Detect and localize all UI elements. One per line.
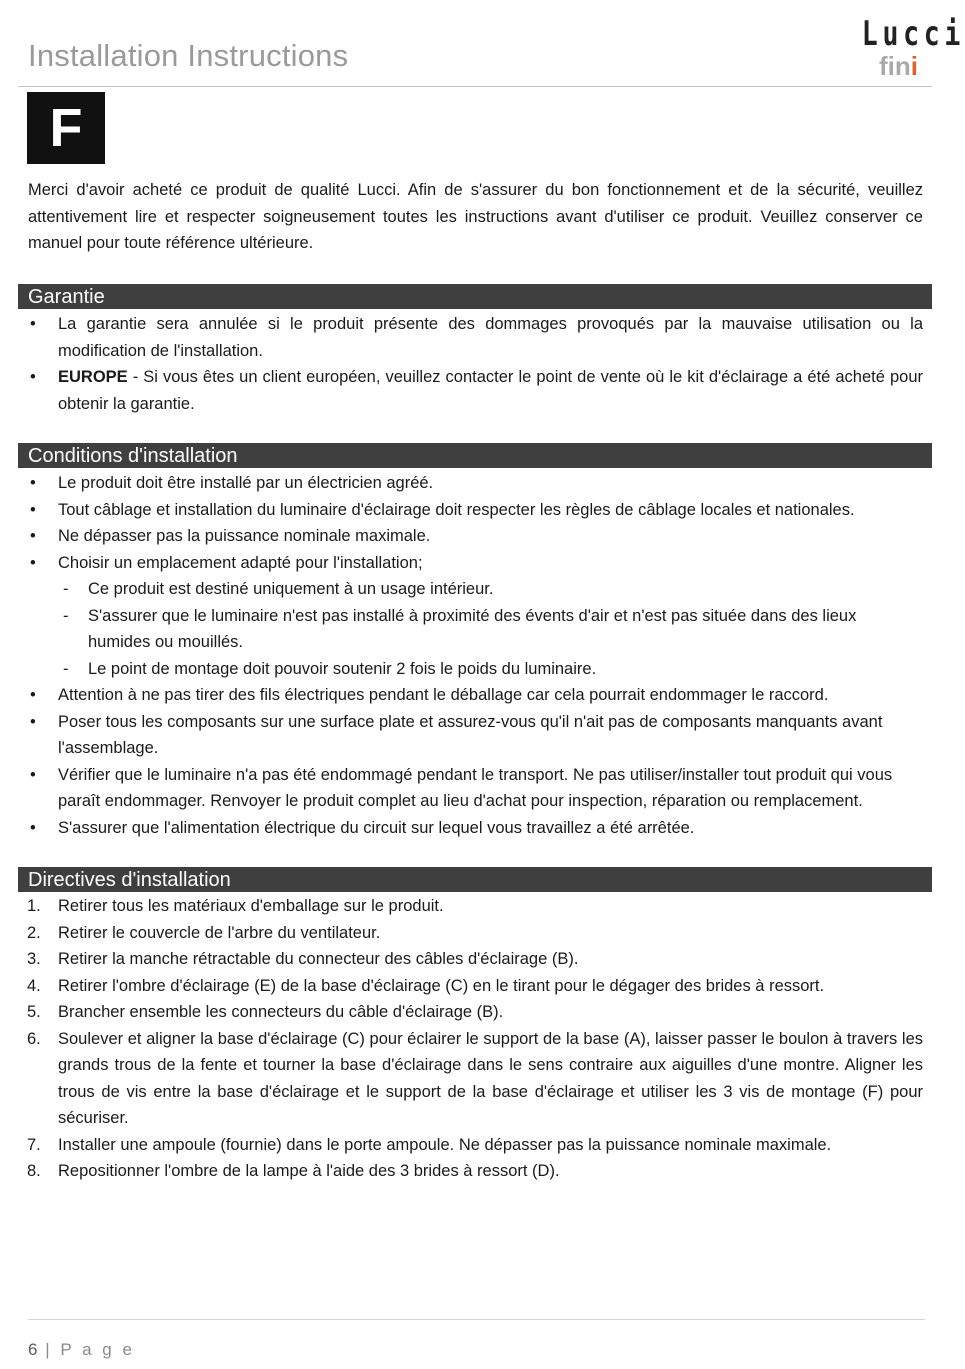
bullet-icon: •	[30, 315, 36, 333]
sub-list-item: - Le point de montage doit pouvoir soutenir 2 fois le poids du luminaire.	[0, 656, 950, 683]
list-item: • Attention à ne pas tirer des fils électriques pendant le déballage car cela pourrait endommager le raccord.	[0, 682, 950, 709]
page-number: 6	[28, 1340, 38, 1359]
header-divider	[18, 86, 932, 87]
region-label: EUROPE	[58, 368, 128, 386]
bullet-icon: •	[30, 474, 36, 492]
list-item: • S'assurer que l'alimentation électrique du circuit sur lequel vous travaillez a été arrêtée.	[0, 815, 950, 842]
garantie-list	[0, 311, 950, 417]
list-item: • Le produit doit être installé par un électricien agréé.	[0, 470, 950, 497]
bullet-icon: •	[30, 500, 36, 519]
list-item: • EUROPE - Si vous êtes un client européen, veuillez contacter le point de vente où le kit d'éclairage a été acheté pour obtenir la garantie.	[0, 364, 950, 417]
language-badge: F	[27, 92, 105, 164]
numbered-item: 1. Retirer tous les matériaux d'emballage sur le produit.	[0, 893, 950, 920]
dash-icon: -	[63, 659, 69, 678]
item-number: 1.	[27, 897, 41, 915]
bullet-icon: •	[30, 368, 36, 386]
sub-list-item: - S'assurer que le luminaire n'est pas installé à proximité des évents d'air et n'est pas située dans des lieux humides ou mouillés.	[0, 603, 950, 656]
sub-list-item: - Ce produit est destiné uniquement à un usage intérieur.	[0, 576, 950, 603]
section-header-garantie: Garantie	[18, 284, 932, 309]
item-number: 7.	[27, 1135, 41, 1154]
list-item: • Poser tous les composants sur une surface plate et assurez-vous qu'il n'ait pas de composants manquants avant l'assemblage.	[0, 709, 950, 762]
numbered-item: 7. Installer une ampoule (fournie) dans le porte ampoule. Ne dépasser pas la puissance nominale maximale.	[0, 1132, 950, 1159]
dash-icon: -	[63, 606, 69, 625]
numbered-item: 5. Brancher ensemble les connecteurs du câble d'éclairage (B).	[0, 999, 950, 1026]
list-item: • La garantie sera annulée si le produit présente des dommages provoqués par la mauvaise utilisation ou la modification de l'installation.	[0, 311, 950, 364]
logo-i: i	[910, 51, 918, 81]
item-number: 2.	[27, 923, 41, 942]
conditions-list	[0, 470, 950, 841]
list-item: • Ne dépasser pas la puissance nominale maximale.	[0, 523, 950, 550]
numbered-item: 4. Retirer l'ombre d'éclairage (E) de la base d'éclairage (C) en le tirant pour le dégager des brides à ressort.	[0, 973, 950, 1000]
logo-fin: fin	[879, 51, 911, 81]
list-item: • Vérifier que le luminaire n'a pas été endommagé pendant le transport. Ne pas utiliser/installer tout produit qui vous paraît endommager. Renvoyer le produit complet au lieu d'achat pour inspection, réparation ou remplacement.	[0, 762, 950, 815]
numbered-item: 8. Repositionner l'ombre de la lampe à l'aide des 3 brides à ressort (D).	[0, 1158, 950, 1185]
logo-wordmark-top: Lucci	[861, 14, 965, 54]
brand-logo	[842, 14, 965, 84]
bullet-icon: •	[30, 765, 36, 784]
bullet-icon: •	[30, 712, 36, 731]
list-item: • Choisir un emplacement adapté pour l'installation;	[0, 550, 950, 577]
dash-icon: -	[63, 580, 69, 598]
bullet-icon: •	[30, 818, 36, 837]
bullet-icon: •	[30, 686, 36, 704]
section-header-conditions: Conditions d'installation	[18, 443, 932, 468]
intro-paragraph: Merci d'avoir acheté ce produit de qualité Lucci. Afin de s'assurer du bon fonctionnement et de la sécurité, veuillez attentivement lire et respecter soigneusement toutes les instructions avant d'utiliser ce produit. Veuillez conserver ce manuel pour toute référence ultérieure.	[28, 181, 923, 252]
item-number: 8.	[27, 1162, 41, 1180]
bullet-icon: •	[30, 527, 36, 545]
item-number: 4.	[27, 976, 41, 995]
numbered-item: 3. Retirer la manche rétractable du connecteur des câbles d'éclairage (B).	[0, 946, 950, 973]
logo-wordmark-bottom	[842, 52, 918, 80]
numbered-item: 6. Soulever et aligner la base d'éclairage (C) pour éclairer le support de la base (A), laisser passer le boulon à travers les grands trous de la fente et tourner la base d'éclairage dans le sens contraire aux aiguilles d'une montre. Aligner les trous de vis entre la base d'éclairage et le support de la base d'éclairage et utiliser les 3 vis de montage (F) pour sécuriser.	[0, 1026, 950, 1132]
page-header-title: Installation Instructions	[28, 38, 349, 73]
page-footer	[28, 1340, 135, 1360]
item-number: 5.	[27, 1003, 41, 1021]
section-header-directives: Directives d'installation	[18, 867, 932, 892]
numbered-item: 2. Retirer le couvercle de l'arbre du ventilateur.	[0, 920, 950, 947]
directives-list	[0, 893, 950, 1185]
page-label: | P a g e	[37, 1340, 135, 1359]
footer-divider	[28, 1319, 925, 1320]
item-number: 3.	[27, 950, 41, 968]
list-item: • Tout câblage et installation du luminaire d'éclairage doit respecter les règles de câblage locales et nationales.	[0, 497, 950, 524]
item-number: 6.	[27, 1029, 41, 1048]
bullet-icon: •	[30, 553, 36, 572]
